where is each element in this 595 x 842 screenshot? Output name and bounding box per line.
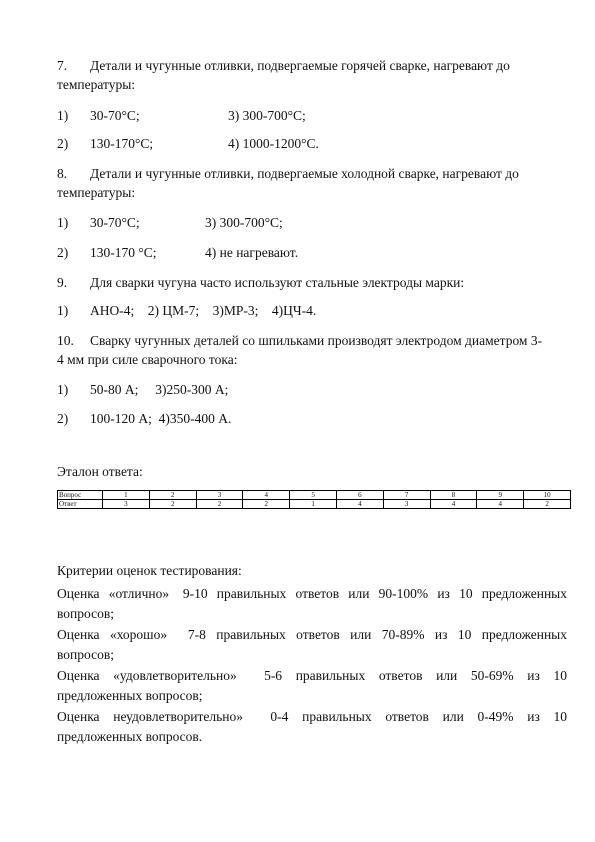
criteria-item: Оценка «удовлетворительно» 5-6 правильных ответов или 50-69% из 10 [57,668,567,683]
table-cell: 1 [290,500,337,509]
option-text: 50-80 А; 3)250-300 А; [90,382,229,397]
option-number: 1) [57,303,69,318]
option-number: 1) [57,382,69,397]
table-cell: 3 [196,491,243,500]
table-cell: 2 [149,491,196,500]
option-text: 3) 300-700°С; [205,215,283,230]
table-cell: 7 [383,491,430,500]
option-text: 4) 1000-1200°С. [228,136,319,151]
question-number: 8. [57,166,68,181]
table-cell: 5 [290,491,337,500]
table-cell: 9 [477,491,524,500]
table-cell: 8 [430,491,477,500]
table-cell: 10 [524,491,571,500]
question-number: 10. [57,333,74,348]
criteria-item-cont: предложенных вопросов. [57,729,203,744]
table-cell: 3 [103,500,150,509]
answer-key-title: Эталон ответа: [57,464,143,479]
question-text: Для сварки чугуна часто используют стальные электроды марки: [90,275,465,290]
option-text: АНО-4; 2) ЦМ-7; 3)МР-3; 4)ЦЧ-4. [90,303,317,318]
question-number: 9. [57,275,68,290]
table-row-label: Ответ [58,500,103,509]
option-text: 4) не нагревают. [205,245,299,260]
table-cell: 4 [336,500,383,509]
table-row [58,491,571,500]
option-number: 1) [57,215,69,230]
option-text: 130-170°С; [90,136,154,151]
table-cell: 4 [430,500,477,509]
criteria-item: Оценка «хорошо» 7-8 правильных ответов или 70-89% из 10 предложенных [57,627,567,642]
table-row-label: Вопрос [58,491,103,500]
option-text: 3) 300-700°С; [228,108,306,123]
question-text-cont: 4 мм при силе сварочного тока: [57,352,238,367]
option-number: 2) [57,136,69,151]
option-number: 1) [57,108,69,123]
criteria-item-cont: вопросов; [57,606,114,621]
criteria-title: Критерии оценок тестирования: [57,563,242,578]
table-cell: 2 [524,500,571,509]
question-text: Сварку чугунных деталей со шпильками производят электродом диаметром 3- [90,333,543,348]
table-cell: 3 [383,500,430,509]
table-cell: 4 [477,500,524,509]
question-number: 7. [57,58,68,73]
table-cell: 1 [103,491,150,500]
table-cell: 6 [336,491,383,500]
option-text: 30-70°С; [90,215,140,230]
option-text: 100-120 А; 4)350-400 А. [90,411,232,426]
question-text: Детали и чугунные отливки, подвергаемые горячей сварке, нагревают до [90,58,510,73]
criteria-item-cont: вопросов; [57,647,114,662]
option-text: 30-70°С; [90,108,140,123]
table-cell: 4 [243,491,290,500]
option-text: 130-170 °С; [90,245,157,260]
criteria-item-cont: предложенных вопросов; [57,688,203,703]
criteria-item: Оценка «отлично» 9-10 правильных ответов или 90-100% из 10 предложенных [57,586,567,601]
question-text-cont: температуры: [57,77,136,92]
table-cell: 2 [243,500,290,509]
table-row [58,500,571,509]
option-number: 2) [57,411,69,426]
option-number: 2) [57,245,69,260]
criteria-item: Оценка неудовлетворительно» 0-4 правильных ответов или 0-49% из 10 [57,709,567,724]
table-cell: 2 [196,500,243,509]
answer-key-table [57,490,571,509]
question-text-cont: температуры: [57,185,136,200]
question-text: Детали и чугунные отливки, подвергаемые холодной сварке, нагревают до [90,166,519,181]
table-cell: 2 [149,500,196,509]
